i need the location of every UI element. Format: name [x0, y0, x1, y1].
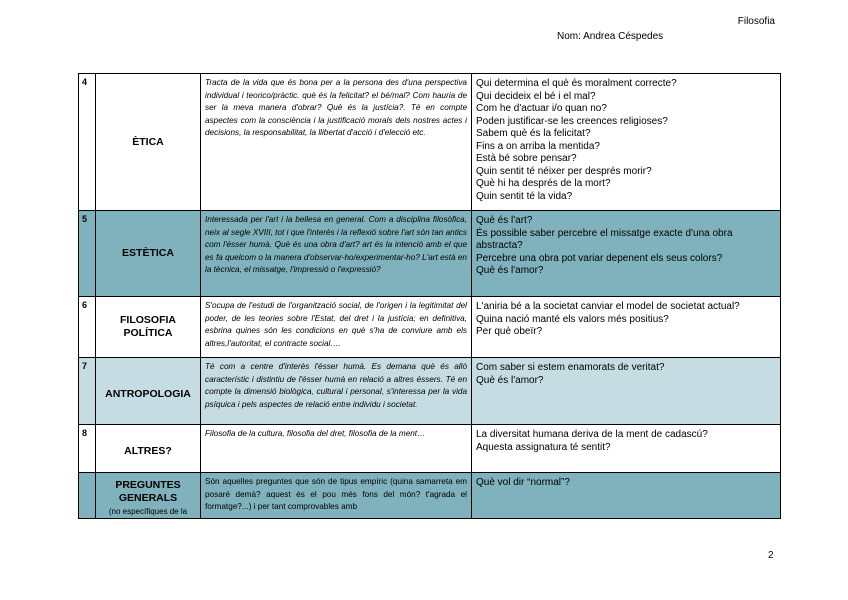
- table-row: [79, 473, 781, 519]
- row-number: [79, 473, 96, 519]
- branch-description: Filosofia de la cultura, filosofia del dret, filosofia de la ment…: [201, 425, 472, 473]
- document-subject: Filosofia: [737, 16, 775, 27]
- row-number: 4: [79, 74, 96, 211]
- philosophy-branches-table: [78, 73, 781, 519]
- question: Què és l'amor?: [476, 374, 544, 386]
- question: Està bé sobre pensar?: [476, 153, 577, 164]
- table-row: [79, 74, 781, 211]
- branch-name: FILOSOFIA POLÍTICA: [96, 297, 201, 358]
- branch-questions: [472, 74, 781, 211]
- branch-questions: [472, 473, 781, 519]
- question: Per què obeïr?: [476, 326, 543, 337]
- question: L'aniria bé a la societat canviar el model de societat actual?: [476, 301, 740, 312]
- branch-description: Tracta de la vida que és bona per a la persona des d'una perspectiva individual i teorico/pràctic. què és la felicitat? el bé/mal? Com hauria de ser la meva manera d'obrar? Què és la justícia?. Té en compte aspectes com la consciència i la justificació morals dels nostres actes i decisions, la responsabilitat, la llibertat d'acció i d'elecció etc.: [201, 74, 472, 211]
- question: Sabem què és la felicitat?: [476, 128, 591, 139]
- row-number: 7: [79, 358, 96, 425]
- question: Quina nació manté els valors més positius?: [476, 313, 669, 325]
- row-number: 6: [79, 297, 96, 358]
- branch-description: Són aquelles preguntes que són de tipus empíric (quina samarreta em posaré demà? aquest és el pou més fons del món? t'agrada el formatge?...) i per tant comprovables amb: [201, 473, 472, 519]
- branch-questions: [472, 358, 781, 425]
- question: Què és l'art?: [476, 215, 533, 226]
- question: És possible saber percebre el missatge exacte d'una obra abstracta?: [476, 227, 733, 251]
- question: Quin sentit té néixer per després morir?: [476, 165, 652, 177]
- question: Què vol dir “normal”?: [476, 477, 570, 488]
- branch-questions: [472, 211, 781, 297]
- table-row: [79, 425, 781, 473]
- branch-description: S'ocupa de l'estudi de l'organització social, de l'origen i la legitimitat del poder, de les teories sobre l'Estat, del dret i la justícia; en definitiva, esbrina quines són les condicions en què s'ha de conviure amb els altres,l'autoritat, el contracte social….: [201, 297, 472, 358]
- question: Quin sentit té la vida?: [476, 190, 573, 202]
- student-name: Nom: Andrea Céspedes: [557, 31, 664, 42]
- table-row: [79, 211, 781, 297]
- question: La diversitat humana deriva de la ment de cadascú?: [476, 429, 708, 440]
- page-number: 2: [768, 550, 774, 561]
- general-title: PREGUNTES GENERALS: [115, 479, 181, 504]
- branch-name: ÈTICA: [96, 74, 201, 211]
- question: Poden justificar-se les creences religioses?: [476, 115, 668, 127]
- row-number: 5: [79, 211, 96, 297]
- general-subtitle: (no específiques de la: [108, 507, 188, 516]
- question: Com he d'actuar i/o quan no?: [476, 103, 607, 114]
- branch-name: ESTÈTICA: [96, 211, 201, 297]
- branch-name: ANTROPOLOGIA: [96, 358, 201, 425]
- question: Percebre una obra pot variar depenent els seus colors?: [476, 252, 723, 264]
- question: Fins a on arriba la mentida?: [476, 140, 600, 152]
- branch-description: Interessada per l'art i la bellesa en general. Com a disciplina filosòfica, neix al segle XVIII, tot i que l'interès i la reflexió sobre l'art són tan antics com l'ésser humà. Què és una obra d'art? art és la intenció amb el que es fa quelcom o la manera d'observar-ho/experimentar-ho? L'art està en la tècnica, el missatge, l'impressió o l'expressió?: [201, 211, 472, 297]
- row-number: 8: [79, 425, 96, 473]
- question: Aquesta assignatura té sentit?: [476, 441, 611, 453]
- question: Com saber si estem enamorats de veritat?: [476, 362, 665, 373]
- branch-name: ALTRES?: [96, 425, 201, 473]
- branch-questions: [472, 425, 781, 473]
- question: Què hi ha després de la mort?: [476, 178, 611, 189]
- question: Qui determina el què és moralment correcte?: [476, 78, 677, 89]
- question: Qui decideix el bé i el mal?: [476, 90, 596, 102]
- branch-questions: [472, 297, 781, 358]
- branch-name: [96, 473, 201, 519]
- table-row: [79, 297, 781, 358]
- branch-description: Té com a centre d'interès l'ésser humà. Es demana què és allò característic i distintiu de l'ésser humà en relació a altres éssers. Té en compte la dimensió biològica, cultural i personal, s'interessa per la vida psíquica i pels aspectes de relació entre individu i societat.: [201, 358, 472, 425]
- question: Què és l'amor?: [476, 265, 544, 276]
- table-row: [79, 358, 781, 425]
